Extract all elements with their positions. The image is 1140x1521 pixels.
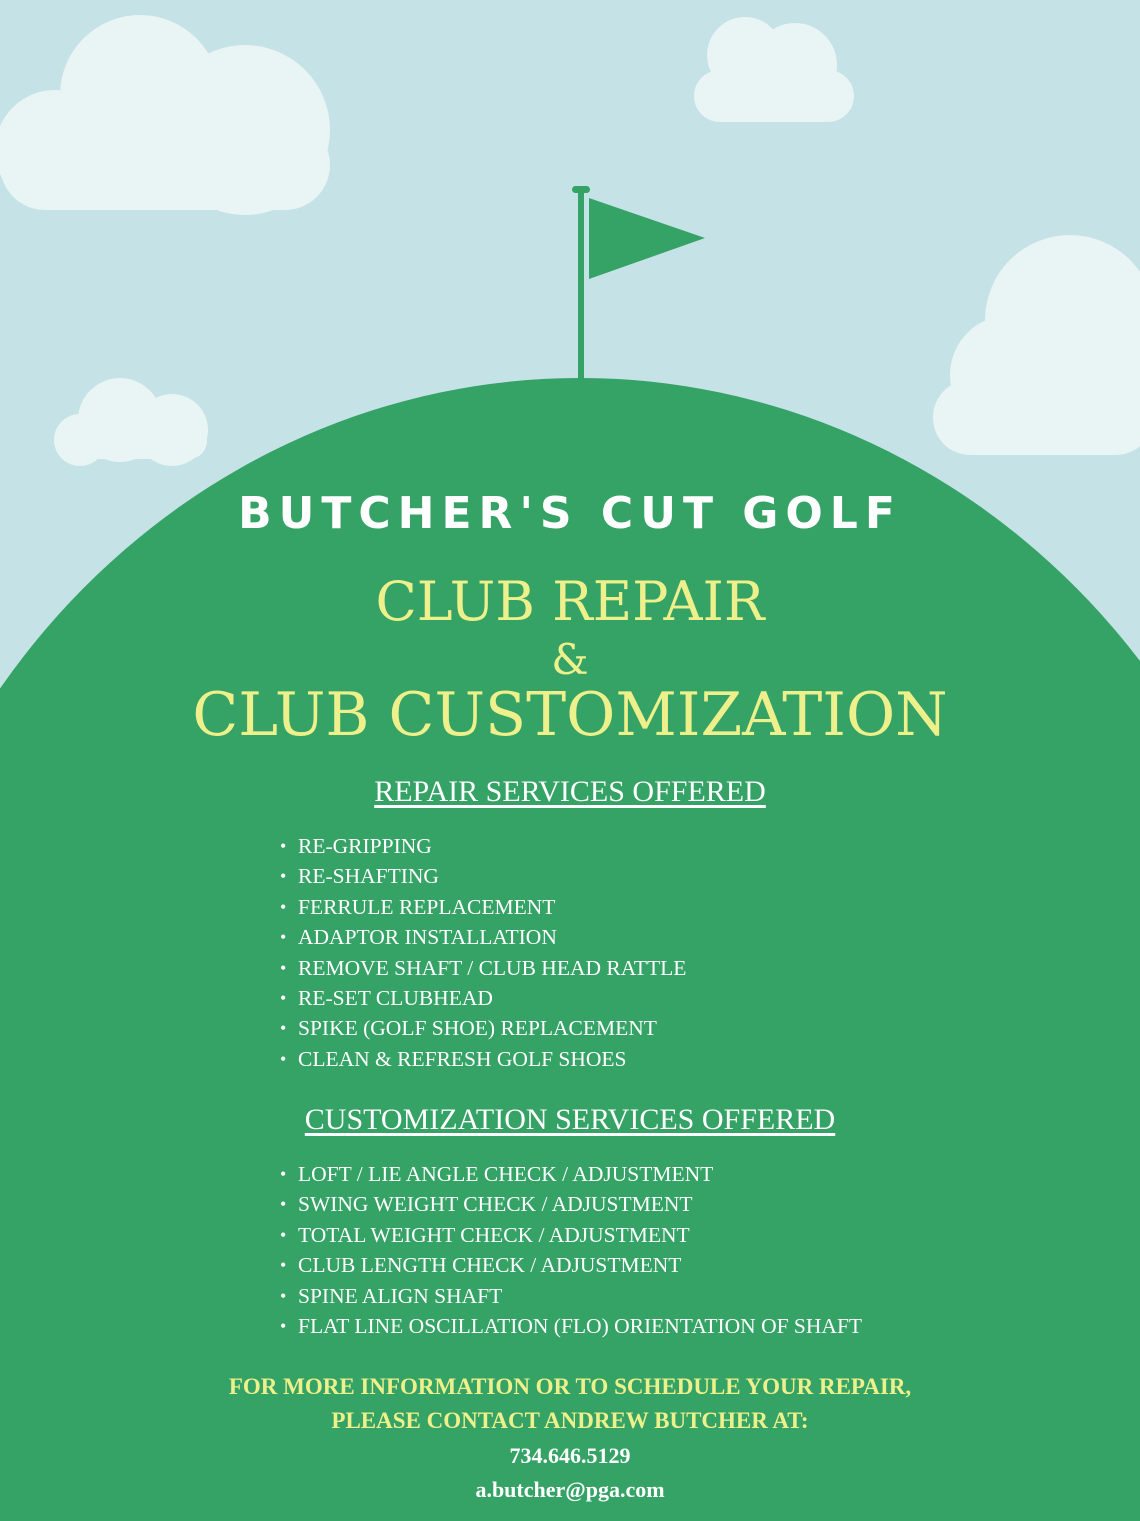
list-item: • RE-SET CLUBHEAD — [280, 983, 686, 1013]
contact-line-1: FOR MORE INFORMATION OR TO SCHEDULE YOUR REPAIR, — [228, 1374, 912, 1399]
list-item: • ADAPTOR INSTALLATION — [280, 922, 686, 952]
list-item: • REMOVE SHAFT / CLUB HEAD RATTLE — [280, 953, 686, 983]
repair-services-title: REPAIR SERVICES OFFERED — [374, 775, 766, 808]
customization-services-title: CUSTOMIZATION SERVICES OFFERED — [304, 1103, 836, 1136]
headline-club-repair: CLUB REPAIR — [375, 570, 765, 633]
list-item: • FERRULE REPLACEMENT — [280, 892, 686, 922]
list-item: • SPIKE (GOLF SHOE) REPLACEMENT — [280, 1013, 686, 1043]
customization-services-list — [280, 1159, 862, 1341]
contact-email[interactable]: a.butcher@pga.com — [475, 1477, 665, 1502]
list-item: • CLEAN & REFRESH GOLF SHOES — [280, 1044, 686, 1074]
list-item: • SWING WEIGHT CHECK / ADJUSTMENT — [280, 1189, 862, 1219]
list-item: • RE-GRIPPING — [280, 831, 686, 861]
headline-club-customization: CLUB CUSTOMIZATION — [192, 680, 948, 750]
list-item: • CLUB LENGTH CHECK / ADJUSTMENT — [280, 1250, 862, 1280]
contact-phone[interactable]: 734.646.5129 — [509, 1443, 631, 1468]
list-item: • LOFT / LIE ANGLE CHECK / ADJUSTMENT — [280, 1159, 862, 1189]
list-item: • RE-SHAFTING — [280, 861, 686, 891]
headline-ampersand: & — [551, 635, 589, 684]
repair-services-list — [280, 831, 686, 1074]
list-item: • SPINE ALIGN SHAFT — [280, 1281, 862, 1311]
contact-line-2: PLEASE CONTACT ANDREW BUTCHER AT: — [331, 1408, 809, 1433]
brand-title: BUTCHER'S CUT GOLF — [238, 488, 902, 539]
list-item: • FLAT LINE OSCILLATION (FLO) ORIENTATION OF SHAFT — [280, 1311, 862, 1341]
list-item: • TOTAL WEIGHT CHECK / ADJUSTMENT — [280, 1220, 862, 1250]
